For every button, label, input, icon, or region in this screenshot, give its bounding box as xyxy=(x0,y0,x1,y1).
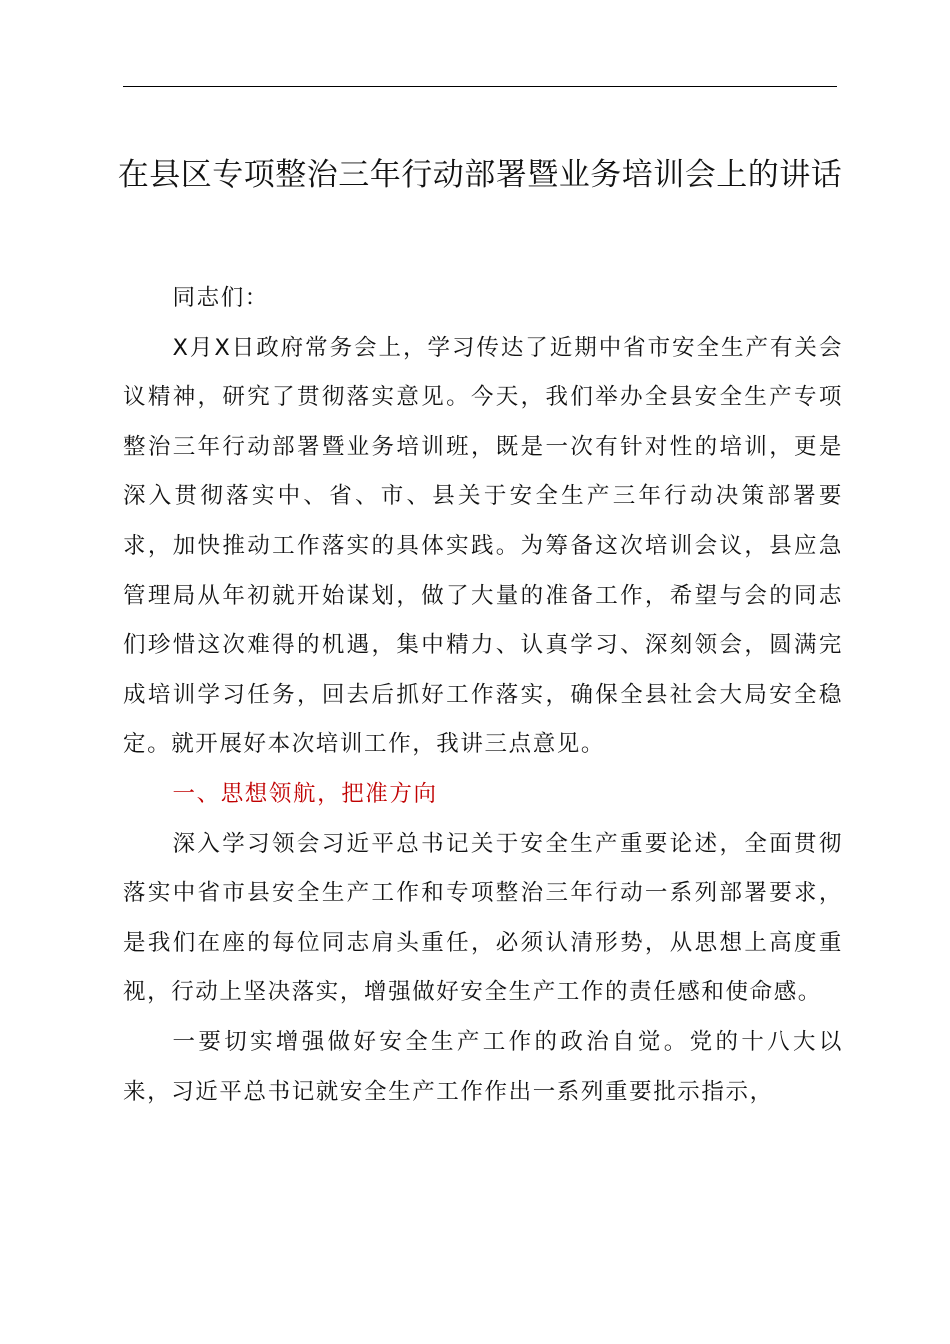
salutation: 同志们： xyxy=(172,285,269,311)
document-title: 在县区专项整治三年行动部署暨业务培训会上的讲话 xyxy=(117,157,843,193)
paragraph-section-1: 深入学习领会习近平总书记关于安全生产重要论述，全面贯彻落实中省市县安全生产工作和专项整治三年行动一系列部署要求，是我们在座的每位同志肩头重任，必须认清形势，从思想上高度重视，行动上坚决落实，增强做好安全生产工作的责任感和使命感。 xyxy=(123,830,843,1006)
paragraph-intro: X月X日政府常务会上，学习传达了近期中省市安全生产有关会议精神，研究了贯彻落实意见。今天，我们举办全县安全生产专项整治三年行动部署暨业务培训班，既是一次有针对性的培训，更是深入贯彻落实中、省、市、县关于安全生产三年行动决策部署要求，加快推动工作落实的具体实践。为筹备这次培训会议，县应急管理局从年初就开始谋划，做了大量的准备工作，希望与会的同志们珍惜这次难得的机遇，集中精力、认真学习、深刻领会，圆满完成培训学习任务，回去后抓好工作落实，确保全县社会大局安全稳定。就开展好本次培训工作，我讲三点意见。 xyxy=(123,334,843,758)
document-body xyxy=(123,274,843,1117)
header-rule xyxy=(123,86,837,87)
section-heading-1: 一、思想领航，把准方向 xyxy=(172,780,438,807)
paragraph-point-1: 一要切实增强做好安全生产工作的政治自觉。党的十八大以来，习近平总书记就安全生产工作作出一系列重要批示指示， xyxy=(123,1028,843,1105)
